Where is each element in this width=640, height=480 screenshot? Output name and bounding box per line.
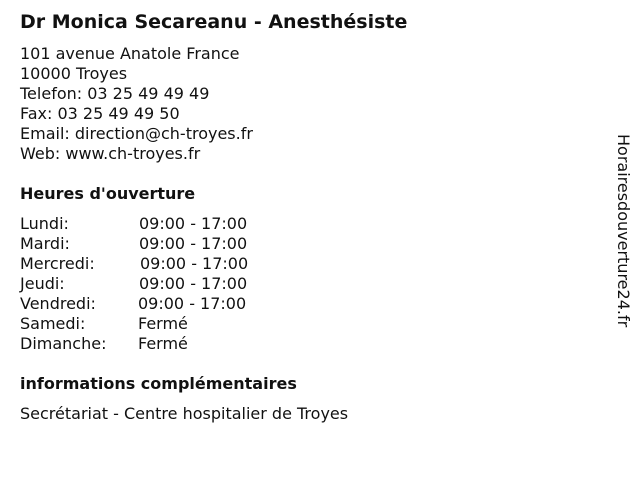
day-label: Jeudi: (20, 274, 65, 293)
day-label: Mardi: (20, 234, 70, 253)
watermark-text: Horairesdouverture24.fr (614, 134, 633, 328)
day-label: Vendredi: (20, 294, 96, 313)
contact-block (20, 44, 253, 164)
page-title: Dr Monica Secareanu - Anesthésiste (20, 11, 408, 33)
opening-hours-heading: Heures d'ouverture (20, 184, 196, 203)
fax-number: Fax: 03 25 49 49 50 (20, 104, 180, 123)
additional-info-heading: informations complémentaires (20, 374, 297, 393)
address-street: 101 avenue Anatole France (20, 44, 240, 63)
website: Web: www.ch-troyes.fr (20, 144, 201, 163)
hours-value: 09:00 - 17:00 (140, 254, 249, 273)
hours-value: Fermé (138, 314, 188, 333)
hours-value: 09:00 - 17:00 (139, 274, 248, 293)
hours-value: 09:00 - 17:00 (139, 214, 248, 233)
hours-value: 09:00 - 17:00 (138, 294, 247, 313)
hours-value: Fermé (138, 334, 188, 353)
address-city: 10000 Troyes (20, 64, 128, 83)
hours-value: 09:00 - 17:00 (139, 234, 248, 253)
watermark (612, 134, 634, 370)
additional-info-text: Secrétariat - Centre hospitalier de Troyes (20, 404, 349, 423)
email-address: Email: direction@ch-troyes.fr (20, 124, 253, 143)
day-label: Dimanche: (20, 334, 107, 353)
phone-number: Telefon: 03 25 49 49 49 (20, 84, 210, 103)
day-label: Samedi: (20, 314, 86, 333)
day-label: Mercredi: (20, 254, 95, 273)
day-label: Lundi: (20, 214, 69, 233)
